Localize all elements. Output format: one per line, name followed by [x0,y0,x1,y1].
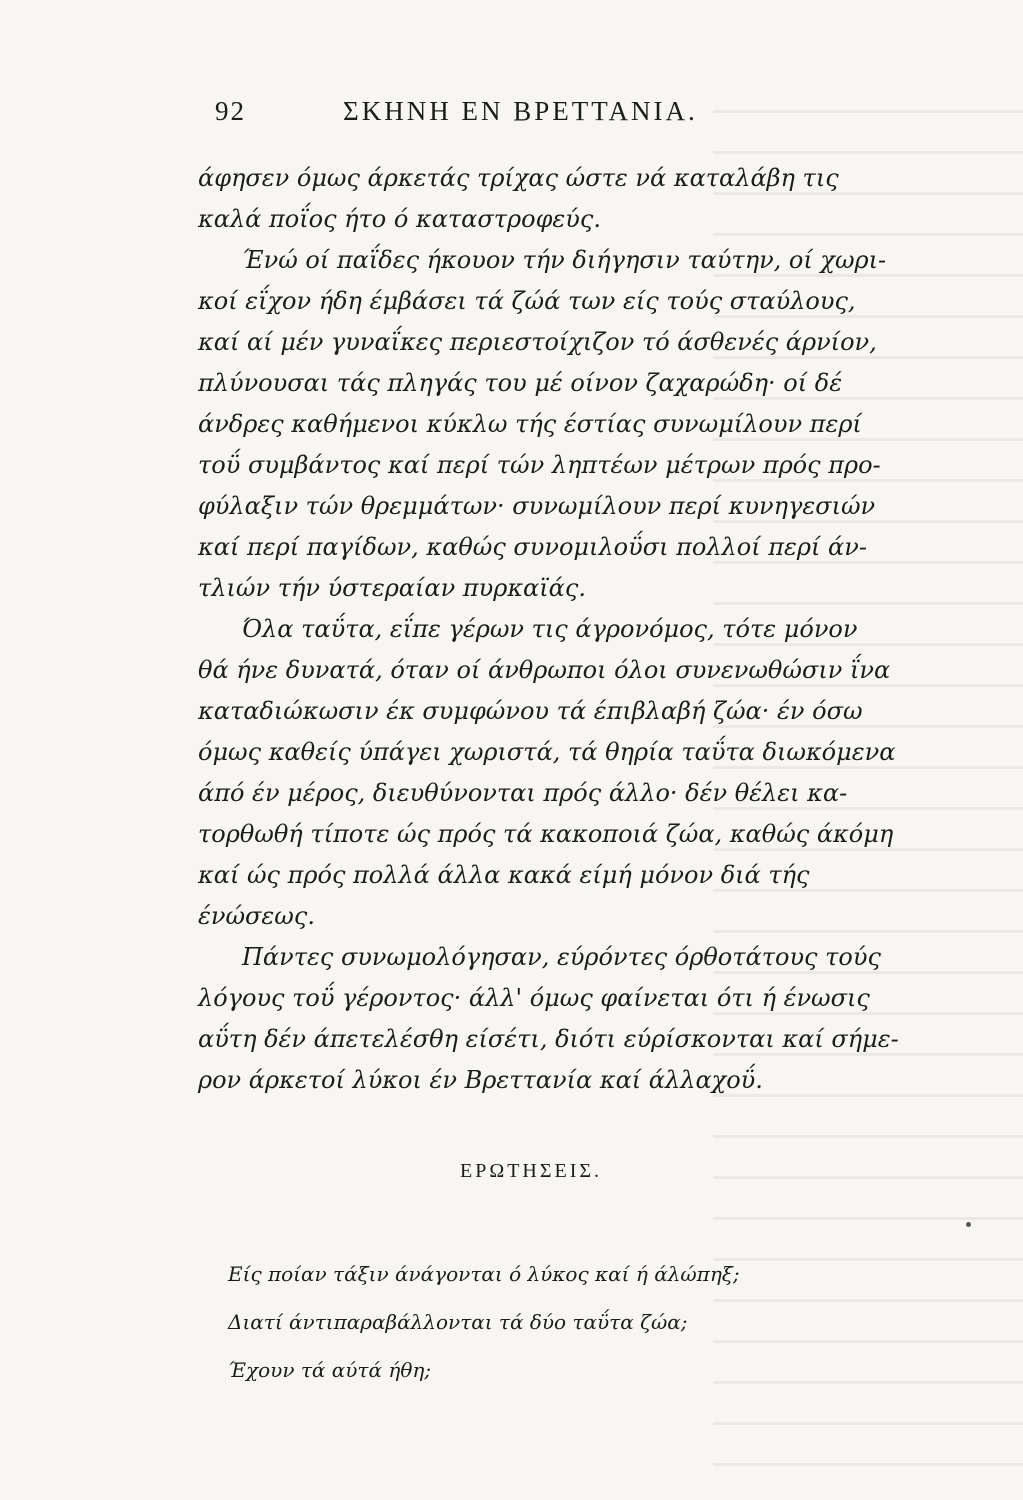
text-line: καταδιώκωσιν έκ συμφώνου τά έπιβλαβή ζώα· έν όσω [198,697,863,725]
text-line: φύλαξιν τών θρεμμάτων· συνωμίλουν περί κυνηγεσιών [198,492,876,520]
text-line: άπό έν μέρος, διευθύνονται πρός άλλο· δέν θέλει κα- [198,779,848,807]
text-line: καί ώς πρός πολλά άλλα κακά είμή μόνον διά τής [198,861,810,889]
paragraph-start-line: Πάντες συνωμολόγησαν, εύρόντες όρθοτάτους τούς [242,943,881,971]
text-line: ένώσεως. [198,902,315,930]
question-item: Είς ποίαν τάξιν άνάγονται ό λύκος καί ή άλώπηξ; [228,1262,740,1286]
running-title: ΣΚΗΝΗ ΕΝ ΒΡΕΤΤΑΝΙΑ. [343,96,698,126]
text-line: θά ήνε δυνατά, όταν οί άνθρωποι όλοι συνενωθώσιν ΐνα [198,656,891,684]
text-line: άφησεν όμως άρκετάς τρίχας ώστε νά καταλάβη τις [198,164,839,192]
text-line: λόγους τοΰ γέροντος· άλλ' όμως φαίνεται ότι ή ένωσις [198,984,870,1012]
paragraph-start-line: Όλα ταΰτα, εΐπε γέρων τις άγρονόμος, τότε μόνον [242,615,858,643]
page-number: 92 [215,96,246,126]
text-line: καλά ποΐος ήτο ό καταστροφεύς. [198,205,601,233]
question-item: Διατί άντιπαραβάλλονται τά δύο ταΰτα ζώα; [228,1310,688,1334]
ink-speck [966,1222,971,1227]
text-line: πλύνουσαι τάς πληγάς του μέ οίνον ζαχαρώδη· οί δέ [198,369,843,397]
body-text [198,158,899,1101]
text-line: τλιών τήν ύστεραίαν πυρκαϊάς. [198,574,586,602]
text-line: άνδρες καθήμενοι κύκλω τής έστίας συνωμίλουν περί [198,410,862,438]
text-line: καί αί μέν γυναΐκες περιεστοίχιζον τό άσθενές άρνίον, [198,328,877,356]
text-line: τοΰ συμβάντος καί περί τών ληπτέων μέτρων πρός προ- [198,451,881,479]
text-line: ρον άρκετοί λύκοι έν Βρεττανία καί άλλαχοΰ. [198,1066,763,1094]
text-line: καί περί παγίδων, καθώς συνομιλοΰσι πολλοί περί άν- [198,533,867,561]
paragraph-start-line: Ένώ οί παΐδες ήκουον τήν διήγησιν ταύτην, οί χωρι- [242,246,887,274]
question-item: Έχουν τά αύτά ήθη; [228,1358,432,1382]
text-line: όμως καθείς ύπάγει χωριστά, τά θηρία ταΰτα διωκόμενα [198,738,896,766]
text-line: κοί εΐχον ήδη έμβάσει τά ζώά των είς τούς σταύλους, [198,287,856,315]
questions-heading: ΕΡΩΤΗΣΕΙΣ. [460,1160,603,1182]
text-line: αΰτη δέν άπετελέσθη είσέτι, διότι εύρίσκονται καί σήμε- [198,1025,899,1053]
text-line: τορθωθή τίποτε ώς πρός τά κακοποιά ζώα, καθώς άκόμη [198,820,894,848]
questions-list [228,1250,848,1394]
running-head [215,96,735,136]
